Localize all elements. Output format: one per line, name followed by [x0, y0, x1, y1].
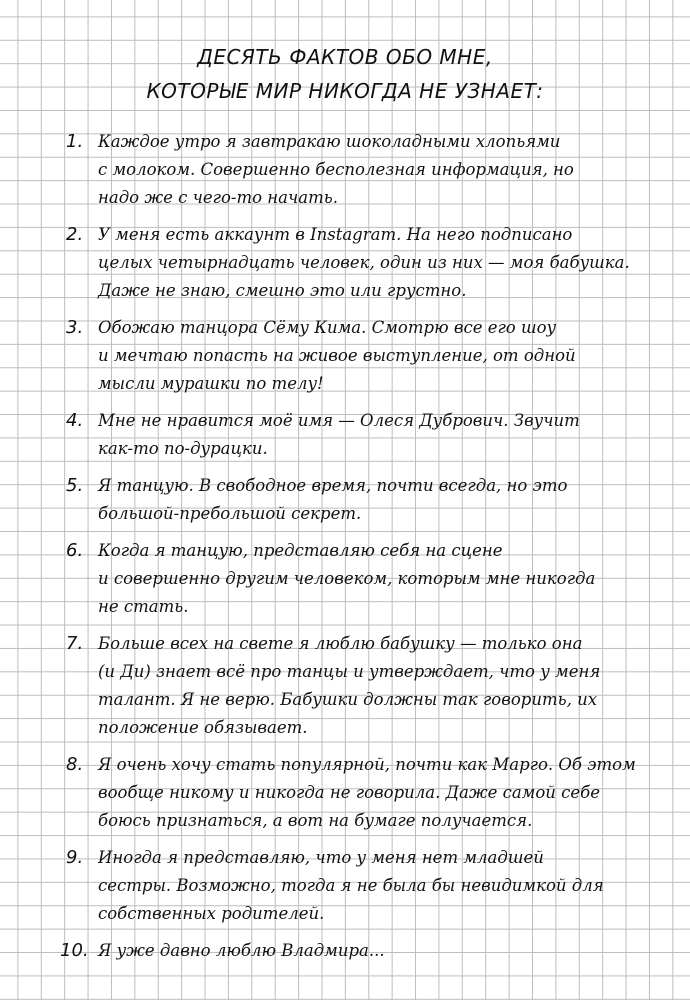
- fact-item-6: [66, 537, 626, 621]
- fact-number: 8.: [66, 754, 84, 775]
- fact-item-1: [66, 128, 626, 212]
- fact-text-line: и совершенно другим человеком, которым мне никогда: [98, 569, 596, 588]
- fact-text-line: талант. Я не верю. Бабушки должны так говорить, их: [98, 690, 598, 709]
- fact-text-line: собственных родителей.: [98, 904, 325, 923]
- fact-text-line: мысли мурашки по телу!: [98, 374, 324, 393]
- fact-number: 1.: [66, 131, 84, 152]
- fact-number: 10.: [60, 940, 89, 961]
- fact-item-8: [66, 751, 636, 835]
- fact-number: 5.: [66, 475, 84, 496]
- fact-text-line: У меня есть аккаунт в Instagram. На него подписано: [98, 225, 573, 244]
- fact-text-line: как-то по-дурацки.: [98, 439, 268, 458]
- fact-text-line: Обожаю танцора Сёму Кима. Смотрю все его шоу: [98, 318, 557, 337]
- fact-number: 2.: [66, 224, 84, 245]
- fact-item-3: [66, 314, 626, 398]
- fact-text-line: Каждое утро я завтракаю шоколадными хлопьями: [98, 132, 561, 151]
- title-line-2: КОТОРЫЕ МИР НИКОГДА НЕ УЗНАЕТ:: [146, 79, 544, 103]
- facts-list: [60, 128, 636, 974]
- fact-text-line: и мечтаю попасть на живое выступление, от одной: [98, 346, 576, 365]
- fact-item-7: [66, 630, 626, 742]
- page-title: [0, 40, 690, 108]
- fact-text-line: сестры. Возможно, тогда я не была бы невидимкой для: [98, 876, 604, 895]
- fact-number: 7.: [66, 633, 84, 654]
- fact-number: 3.: [66, 317, 84, 338]
- fact-item-2: [66, 221, 630, 305]
- fact-text-line: Даже не знаю, смешно это или грустно.: [98, 281, 467, 300]
- fact-text-line: вообще никому и никогда не говорила. Даже самой себе: [98, 783, 601, 802]
- fact-text-line: большой-пребольшой секрет.: [98, 504, 362, 523]
- fact-item-9: [66, 844, 626, 928]
- fact-text-line: Когда я танцую, представляю себя на сцене: [98, 541, 503, 560]
- fact-item-4: [66, 407, 626, 463]
- fact-text-line: Мне не нравится моё имя — Олеся Дубрович. Звучит: [98, 411, 580, 430]
- fact-text-line: не стать.: [98, 597, 189, 616]
- fact-text-line: надо же с чего-то начать.: [98, 188, 338, 207]
- fact-number: 9.: [66, 847, 84, 868]
- fact-text-line: (и Ди) знает всё про танцы и утверждает, что у меня: [98, 662, 601, 681]
- fact-text-line: Я уже давно люблю Владмира...: [98, 941, 385, 960]
- fact-text-line: положение обязывает.: [98, 718, 308, 737]
- fact-text-line: целых четырнадцать человек, один из них — моя бабушка.: [98, 253, 630, 272]
- fact-text-line: с молоком. Совершенно бесполезная информация, но: [98, 160, 574, 179]
- title-line-1: ДЕСЯТЬ ФАКТОВ ОБО МНЕ,: [197, 45, 493, 69]
- fact-text-line: боюсь признаться, а вот на бумаге получается.: [98, 811, 533, 830]
- fact-item-10: [60, 937, 626, 965]
- fact-number: 6.: [66, 540, 84, 561]
- fact-number: 4.: [66, 410, 84, 431]
- fact-text-line: Больше всех на свете я люблю бабушку — только она: [98, 634, 583, 653]
- fact-text-line: Я танцую. В свободное время, почти всегда, но это: [98, 476, 568, 495]
- fact-text-line: Я очень хочу стать популярной, почти как Марго. Об этом: [98, 755, 636, 774]
- fact-text-line: Иногда я представляю, что у меня нет младшей: [98, 848, 544, 867]
- fact-item-5: [66, 472, 626, 528]
